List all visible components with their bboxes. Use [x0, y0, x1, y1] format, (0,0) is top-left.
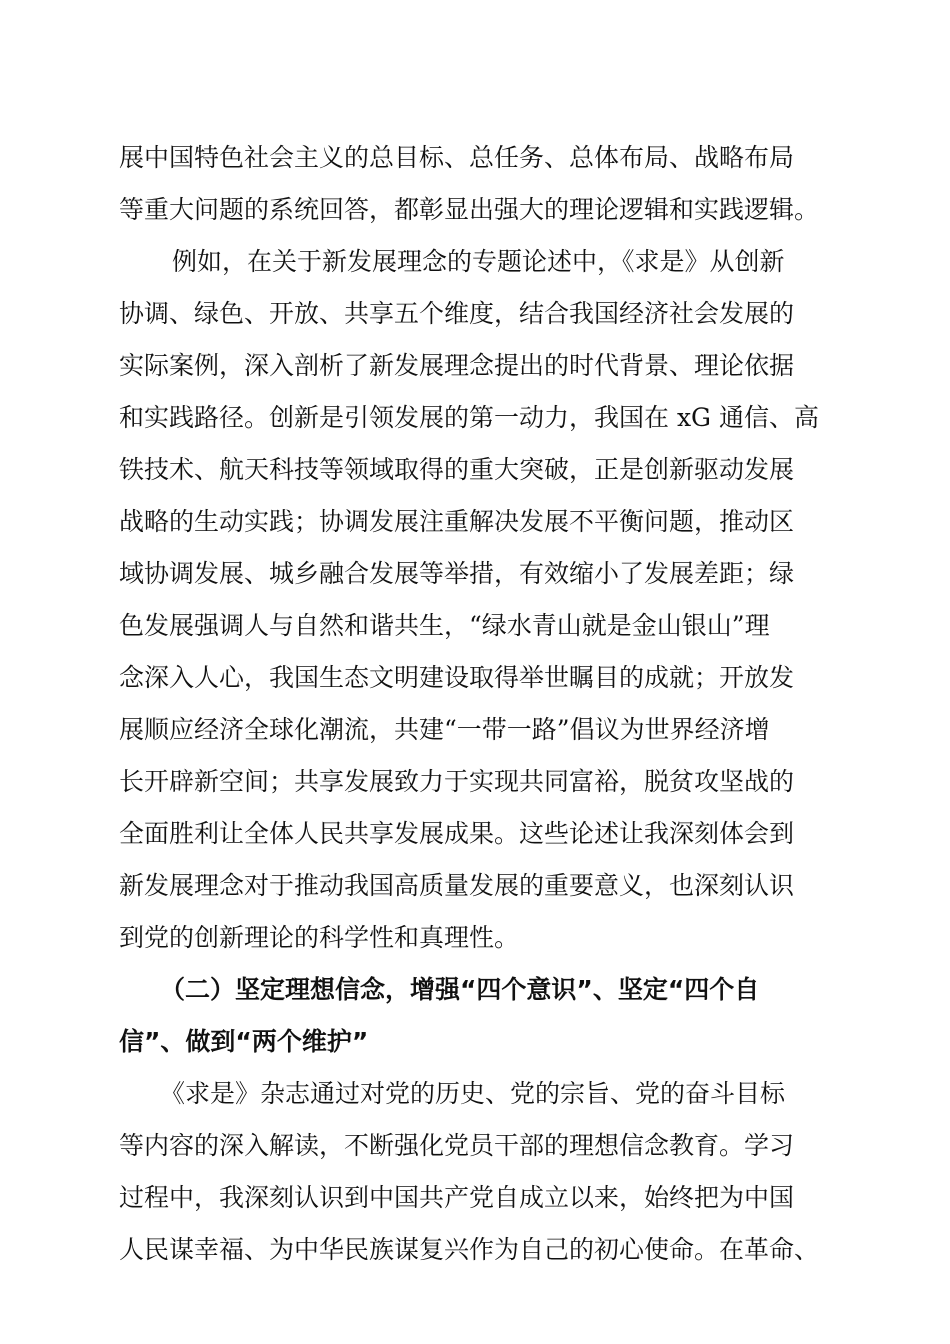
paragraph-text: 色发展强调人与自然和谐共生，“绿水青山就是金山银山”理 [119, 611, 770, 640]
paragraph-text: 展中国特色社会主义的总目标、总任务、总体布局、战略布局 [119, 143, 795, 172]
paragraph-text: 过程中，我深刻认识到中国共产党自成立以来，始终把为中国 [119, 1183, 795, 1212]
section-heading-line [0, 968, 950, 1012]
paragraph-line [0, 1124, 950, 1168]
paragraph-text: 展顺应经济全球化潮流，共建“一带一路”倡议为世界经济增 [119, 715, 770, 744]
paragraph-text: 战略的生动实践；协调发展注重解决发展不平衡问题，推动区 [119, 507, 795, 536]
section-heading-line [0, 1020, 950, 1064]
paragraph-line [0, 240, 950, 284]
paragraph-text: 协调、绿色、开放、共享五个维度，结合我国经济社会发展的 [119, 299, 795, 328]
section-heading-text: （二）坚定理想信念，增强“四个意识”、坚定“四个自 [160, 975, 760, 1004]
paragraph-line [0, 396, 950, 440]
paragraph-text: 等内容的深入解读，不断强化党员干部的理想信念教育。学习 [119, 1131, 795, 1160]
paragraph-text: 念深入人心，我国生态文明建设取得举世瞩目的成就；开放发 [119, 663, 795, 692]
paragraph-text: 实际案例，深入剖析了新发展理念提出的时代背景、理论依据 [119, 351, 795, 380]
paragraph-text: 《求是》杂志通过对党的历史、党的宗旨、党的奋斗目标 [160, 1079, 786, 1108]
paragraph-line [0, 916, 950, 960]
paragraph-line [0, 864, 950, 908]
paragraph-text: 到党的创新理论的科学性和真理性。 [119, 923, 520, 952]
paragraph-line [0, 448, 950, 492]
paragraph-line [0, 708, 950, 752]
paragraph-line [0, 604, 950, 648]
paragraph-line [0, 344, 950, 388]
paragraph-line [0, 292, 950, 336]
paragraph-text: 铁技术、航天科技等领域取得的重大突破，正是创新驱动发展 [119, 455, 795, 484]
paragraph-line [0, 656, 950, 700]
paragraph-line [0, 136, 950, 180]
paragraph-line [0, 760, 950, 804]
paragraph-text: 全面胜利让全体人民共享发展成果。这些论述让我深刻体会到 [119, 819, 795, 848]
paragraph-text: 和实践路径。创新是引领发展的第一动力，我国在 xG 通信、高 [119, 403, 819, 432]
paragraph-line [0, 1072, 950, 1116]
section-heading-text: 信”、做到“两个维护” [119, 1027, 369, 1056]
paragraph-line [0, 812, 950, 856]
paragraph-text: 等重大问题的系统回答，都彰显出强大的理论逻辑和实践逻辑。 [119, 195, 820, 224]
paragraph-line [0, 1228, 950, 1272]
paragraph-text: 长开辟新空间；共享发展致力于实现共同富裕，脱贫攻坚战的 [119, 767, 795, 796]
paragraph-text: 例如，在关于新发展理念的专题论述中，《求是》从创新 [172, 247, 785, 276]
paragraph-line [0, 500, 950, 544]
paragraph-line [0, 552, 950, 596]
paragraph-text: 域协调发展、城乡融合发展等举措，有效缩小了发展差距；绿 [119, 559, 795, 588]
paragraph-text: 人民谋幸福、为中华民族谋复兴作为自己的初心使命。在革命、 [119, 1235, 820, 1264]
paragraph-line [0, 188, 950, 232]
paragraph-text: 新发展理念对于推动我国高质量发展的重要意义，也深刻认识 [119, 871, 795, 900]
paragraph-line [0, 1176, 950, 1220]
